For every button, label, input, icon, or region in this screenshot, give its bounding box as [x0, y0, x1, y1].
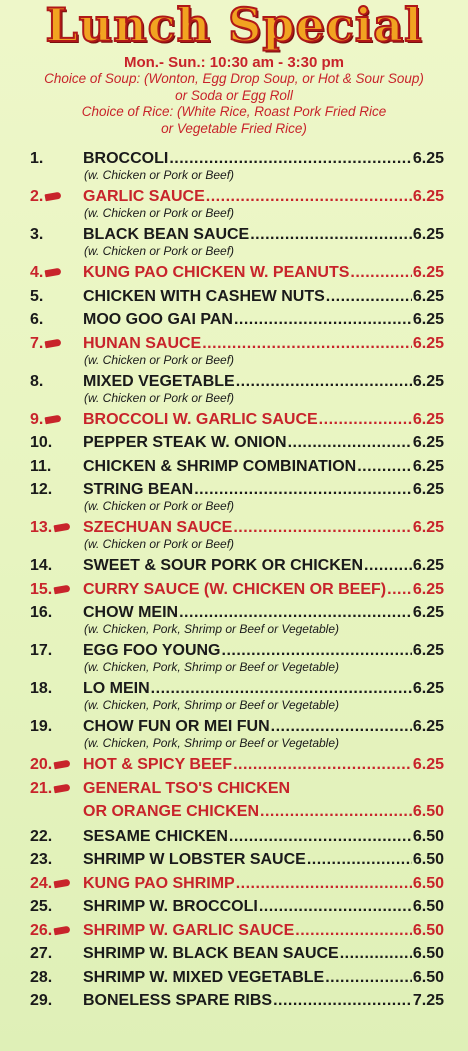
- menu-item: [0, 824, 468, 848]
- dot-leader: [295, 922, 412, 940]
- item-name: BROCCOLI: [83, 150, 169, 167]
- item-number-text: 2.: [30, 188, 44, 205]
- item-number: [30, 581, 74, 599]
- item-number-text: 10.: [30, 434, 53, 451]
- info-line: Choice of Soup: (Wonton, Egg Drop Soup, or Hot & Sour Soup): [44, 71, 424, 86]
- item-price: 6.25: [412, 410, 444, 428]
- dot-leader: [273, 992, 412, 1010]
- menu-item: [0, 553, 468, 577]
- dot-leader: [222, 642, 412, 660]
- item-description: (w. Chicken, Pork, Shrimp or Beef or Vegetable): [84, 698, 339, 712]
- hot-pepper-icon: [54, 878, 71, 888]
- item-name-row: [83, 264, 444, 282]
- item-name-row: [83, 481, 444, 499]
- hot-pepper-icon: [45, 192, 62, 202]
- menu-item: [0, 894, 468, 918]
- item-name: PEPPER STEAK W. ONION: [83, 434, 287, 451]
- menu-item: [0, 918, 468, 942]
- item-name-row: [83, 922, 444, 940]
- dot-leader: [194, 481, 412, 499]
- info-line: or Soda or Egg Roll: [175, 87, 293, 103]
- menu-item: [0, 146, 468, 184]
- item-price: 6.25: [412, 642, 444, 659]
- hot-pepper-icon: [54, 760, 71, 770]
- item-price: 6.25: [412, 150, 444, 167]
- item-name-row: [83, 311, 444, 329]
- item-name-row: [83, 642, 444, 660]
- item-name-row: [83, 150, 444, 168]
- item-name: CHICKEN WITH CASHEW NUTS: [83, 287, 325, 305]
- item-price: 6.50: [412, 874, 444, 892]
- item-number-text: 6.: [30, 311, 44, 328]
- menu-item: [0, 430, 468, 454]
- item-number-text: 1.: [30, 150, 44, 167]
- item-name-row: [83, 411, 444, 429]
- item-name: CHOW FUN OR MEI FUN: [83, 718, 270, 735]
- item-number: [30, 642, 74, 660]
- dot-leader: [202, 335, 412, 353]
- item-name: KUNG PAO SHRIMP: [83, 874, 235, 892]
- dot-leader: [250, 226, 412, 244]
- item-price: 6.50: [412, 802, 444, 820]
- item-name-row: [83, 557, 444, 575]
- item-price: 6.25: [412, 287, 444, 305]
- item-number-text: 19.: [30, 718, 53, 735]
- menu-item: [0, 477, 468, 515]
- item-name: BONELESS SPARE RIBS: [83, 992, 273, 1009]
- item-name: SHRIMP W. BROCCOLI: [83, 898, 258, 915]
- dot-leader: [288, 434, 412, 452]
- info-line: or Vegetable Fried Rice): [161, 120, 307, 136]
- item-number: [30, 311, 74, 329]
- item-name-row: [83, 898, 444, 916]
- item-price: 6.25: [412, 264, 444, 281]
- menu-item: [0, 184, 468, 222]
- item-number-text: 12.: [30, 481, 53, 498]
- item-price: 6.25: [412, 188, 444, 205]
- menu-item: [0, 676, 468, 714]
- item-price: 6.25: [412, 680, 444, 697]
- item-number: [30, 411, 74, 429]
- item-name: KUNG PAO CHICKEN W. PEANUTS: [83, 264, 350, 281]
- item-number: [30, 188, 74, 206]
- item-name-row: [83, 335, 444, 353]
- item-description: (w. Chicken, Pork, Shrimp or Beef or Vegetable): [84, 622, 339, 636]
- item-name: SESAME CHICKEN: [83, 827, 228, 845]
- item-name: SHRIMP W LOBSTER SAUCE: [83, 851, 306, 868]
- dot-leader: [229, 828, 412, 846]
- hot-pepper-icon: [45, 268, 62, 278]
- item-description: (w. Chicken or Pork or Beef): [84, 168, 235, 182]
- item-number-text: 24.: [30, 874, 53, 892]
- item-name-row: [83, 992, 444, 1010]
- item-number: [30, 992, 74, 1010]
- item-name-row: [83, 945, 444, 963]
- menu-item: [0, 965, 468, 989]
- item-price: 6.25: [412, 604, 444, 621]
- menu-item: [0, 369, 468, 407]
- item-name: GENERAL TSO'S CHICKEN: [83, 779, 291, 797]
- menu-item: [0, 577, 468, 601]
- item-name: SZECHUAN SAUCE: [83, 519, 233, 536]
- item-price: 6.25: [412, 311, 444, 328]
- item-number: [30, 264, 74, 282]
- dot-leader: [234, 311, 412, 329]
- item-price: 6.50: [412, 968, 444, 986]
- item-name: SWEET & SOUR PORK OR CHICKEN: [83, 557, 364, 574]
- item-description: (w. Chicken, Pork, Shrimp or Beef or Vegetable): [84, 660, 339, 674]
- item-description: (w. Chicken or Pork or Beef): [84, 206, 235, 220]
- item-number-text: 8.: [30, 372, 44, 390]
- menu-item: [0, 407, 468, 431]
- item-number: [30, 756, 74, 774]
- item-description: (w. Chicken or Pork or Beef): [84, 499, 235, 513]
- item-name-row: [83, 851, 444, 869]
- item-name: EGG FOO YOUNG: [83, 642, 221, 659]
- dot-leader: [326, 288, 412, 306]
- dot-leader: [179, 604, 412, 622]
- item-number: [30, 604, 74, 622]
- item-number-text: 21.: [30, 779, 53, 797]
- menu-item: [0, 454, 468, 478]
- item-number: [30, 288, 74, 306]
- hot-pepper-icon: [45, 414, 62, 424]
- hot-pepper-icon: [45, 338, 62, 348]
- item-number-text: 23.: [30, 851, 53, 868]
- menu-item: [0, 515, 468, 553]
- item-price: 6.25: [412, 580, 444, 598]
- item-name: SHRIMP W. GARLIC SAUCE: [83, 921, 295, 939]
- item-price: 6.25: [412, 718, 444, 735]
- item-number: [30, 718, 74, 736]
- menu-item: [0, 331, 468, 369]
- dot-leader: [259, 898, 412, 916]
- item-name: CHOW MEIN: [83, 604, 179, 621]
- item-name: BLACK BEAN SAUCE: [83, 226, 250, 243]
- page-title: Lunch Special: [45, 0, 423, 52]
- item-number: [30, 335, 74, 353]
- item-name-row: [83, 828, 444, 846]
- item-number: [30, 226, 74, 244]
- item-number-text: 28.: [30, 968, 53, 986]
- item-number: [30, 851, 74, 869]
- item-number: [30, 458, 74, 476]
- item-number: [30, 898, 74, 916]
- item-price: 6.25: [412, 372, 444, 390]
- item-number: [30, 434, 74, 452]
- item-name-row: [83, 188, 444, 206]
- item-description: (w. Chicken, Pork, Shrimp or Beef or Vegetable): [84, 736, 339, 750]
- item-name: STRING BEAN: [83, 481, 194, 498]
- item-number-text: 5.: [30, 287, 44, 305]
- item-name-row: [83, 519, 444, 537]
- menu-item: [0, 776, 468, 824]
- item-description: (w. Chicken or Pork or Beef): [84, 537, 235, 551]
- item-name: MIXED VEGETABLE: [83, 372, 235, 390]
- dot-leader: [357, 458, 412, 476]
- item-price: 6.50: [412, 851, 444, 868]
- item-name-row: [83, 373, 444, 391]
- item-number-text: 17.: [30, 642, 53, 659]
- item-price: 6.25: [412, 226, 444, 243]
- item-number: [30, 945, 74, 963]
- dot-leader: [260, 803, 412, 821]
- item-number-text: 11.: [30, 457, 52, 475]
- item-number: [30, 875, 74, 893]
- dot-leader: [307, 851, 412, 869]
- dot-leader: [325, 969, 412, 987]
- item-description: (w. Chicken or Pork or Beef): [84, 390, 235, 405]
- item-price: 6.25: [412, 334, 444, 352]
- item-name: HOT & SPICY BEEF: [83, 756, 233, 773]
- item-price: 6.50: [412, 945, 444, 962]
- item-name-row: [83, 718, 444, 736]
- item-number: [30, 557, 74, 575]
- dot-leader: [340, 945, 412, 963]
- item-price: 6.25: [412, 457, 444, 475]
- menu-item: [0, 222, 468, 260]
- item-number-text: 18.: [30, 680, 53, 697]
- hot-pepper-icon: [54, 523, 71, 533]
- menu-list: [0, 146, 468, 1012]
- item-number: [30, 780, 74, 798]
- item-number: [30, 680, 74, 698]
- item-price: 6.25: [412, 519, 444, 536]
- item-name-row: [83, 875, 444, 893]
- dot-leader: [206, 188, 412, 206]
- hot-pepper-icon: [54, 783, 71, 793]
- info-line: Choice of Rice: (White Rice, Roast Pork Fried Rice: [81, 104, 387, 119]
- item-name: CURRY SAUCE (W. CHICKEN OR BEEF): [83, 580, 387, 598]
- item-name-row: [83, 680, 444, 698]
- dot-leader: [233, 756, 412, 774]
- item-name: SHRIMP W. MIXED VEGETABLE: [83, 968, 325, 986]
- dot-leader: [364, 557, 412, 575]
- item-name: LO MEIN: [83, 680, 150, 697]
- menu-item: [0, 988, 468, 1012]
- item-name-row: [83, 226, 444, 244]
- item-description: (w. Chicken or Pork or Beef): [84, 244, 235, 258]
- item-name: CHICKEN & SHRIMP COMBINATION: [83, 457, 357, 475]
- dot-leader: [236, 875, 412, 893]
- hot-pepper-icon: [54, 584, 71, 594]
- item-name-row: [83, 756, 444, 774]
- item-number-text: 3.: [30, 226, 44, 243]
- item-name-row: [83, 803, 444, 821]
- item-price: 6.25: [412, 481, 444, 498]
- item-price: 6.50: [412, 898, 444, 915]
- item-price: 6.25: [412, 434, 444, 451]
- item-name: MOO GOO GAI PAN: [83, 311, 233, 328]
- item-number-text: 25.: [30, 898, 53, 915]
- item-number-text: 26.: [30, 921, 53, 939]
- dot-leader: [236, 373, 412, 391]
- menu-item: [0, 752, 468, 776]
- menu-item: [0, 714, 468, 752]
- item-price: 6.25: [412, 557, 444, 574]
- item-number-text: 7.: [30, 334, 44, 352]
- item-number-text: 20.: [30, 756, 53, 773]
- item-name: BROCCOLI W. GARLIC SAUCE: [83, 410, 318, 428]
- menu-item: [0, 260, 468, 284]
- item-number: [30, 828, 74, 846]
- item-price: 7.25: [412, 992, 444, 1009]
- hot-pepper-icon: [54, 925, 71, 935]
- menu-item: [0, 638, 468, 676]
- item-number-text: 9.: [30, 410, 44, 428]
- item-number: [30, 373, 74, 391]
- item-price: 6.50: [412, 921, 444, 939]
- item-description: (w. Chicken or Pork or Beef): [84, 352, 235, 367]
- item-name: SHRIMP W. BLACK BEAN SAUCE: [83, 945, 339, 962]
- dot-leader: [151, 680, 412, 698]
- menu-item: [0, 941, 468, 965]
- dot-leader: [271, 718, 412, 736]
- dot-leader: [233, 519, 412, 537]
- item-number-text: 16.: [30, 604, 53, 621]
- item-number-text: 4.: [30, 264, 44, 281]
- item-name-row: [83, 969, 444, 987]
- item-name-row: [83, 604, 444, 622]
- dot-leader: [319, 411, 412, 429]
- item-number: [30, 969, 74, 987]
- item-name-row: [83, 581, 444, 599]
- dot-leader: [387, 581, 412, 599]
- item-number: [30, 519, 74, 537]
- item-number-text: 15.: [30, 580, 53, 598]
- item-number-text: 22.: [30, 827, 53, 845]
- dot-leader: [350, 264, 411, 282]
- hours-text: Mon.- Sun.: 10:30 am - 3:30 pm: [123, 54, 345, 71]
- menu-item: [0, 871, 468, 895]
- menu-item: [0, 600, 468, 638]
- dot-leader: [169, 150, 412, 168]
- menu-item: [0, 847, 468, 871]
- item-number: [30, 481, 74, 499]
- item-number-text: 27.: [30, 945, 53, 962]
- item-name: HUNAN SAUCE: [83, 334, 202, 352]
- item-number-text: 29.: [30, 992, 53, 1009]
- item-price: 6.50: [412, 827, 444, 845]
- item-number-text: 13.: [30, 519, 53, 536]
- item-name: GARLIC SAUCE: [83, 188, 205, 205]
- item-name-continued: OR ORANGE CHICKEN: [83, 802, 260, 820]
- item-number: [30, 922, 74, 940]
- menu-item: [0, 307, 468, 331]
- item-name-row: [83, 288, 444, 306]
- item-price: 6.25: [412, 756, 444, 773]
- item-number: [30, 150, 74, 168]
- item-number-text: 14.: [30, 557, 53, 574]
- menu-item: [0, 284, 468, 308]
- item-name-row: [83, 434, 444, 452]
- item-name-row: [83, 458, 444, 476]
